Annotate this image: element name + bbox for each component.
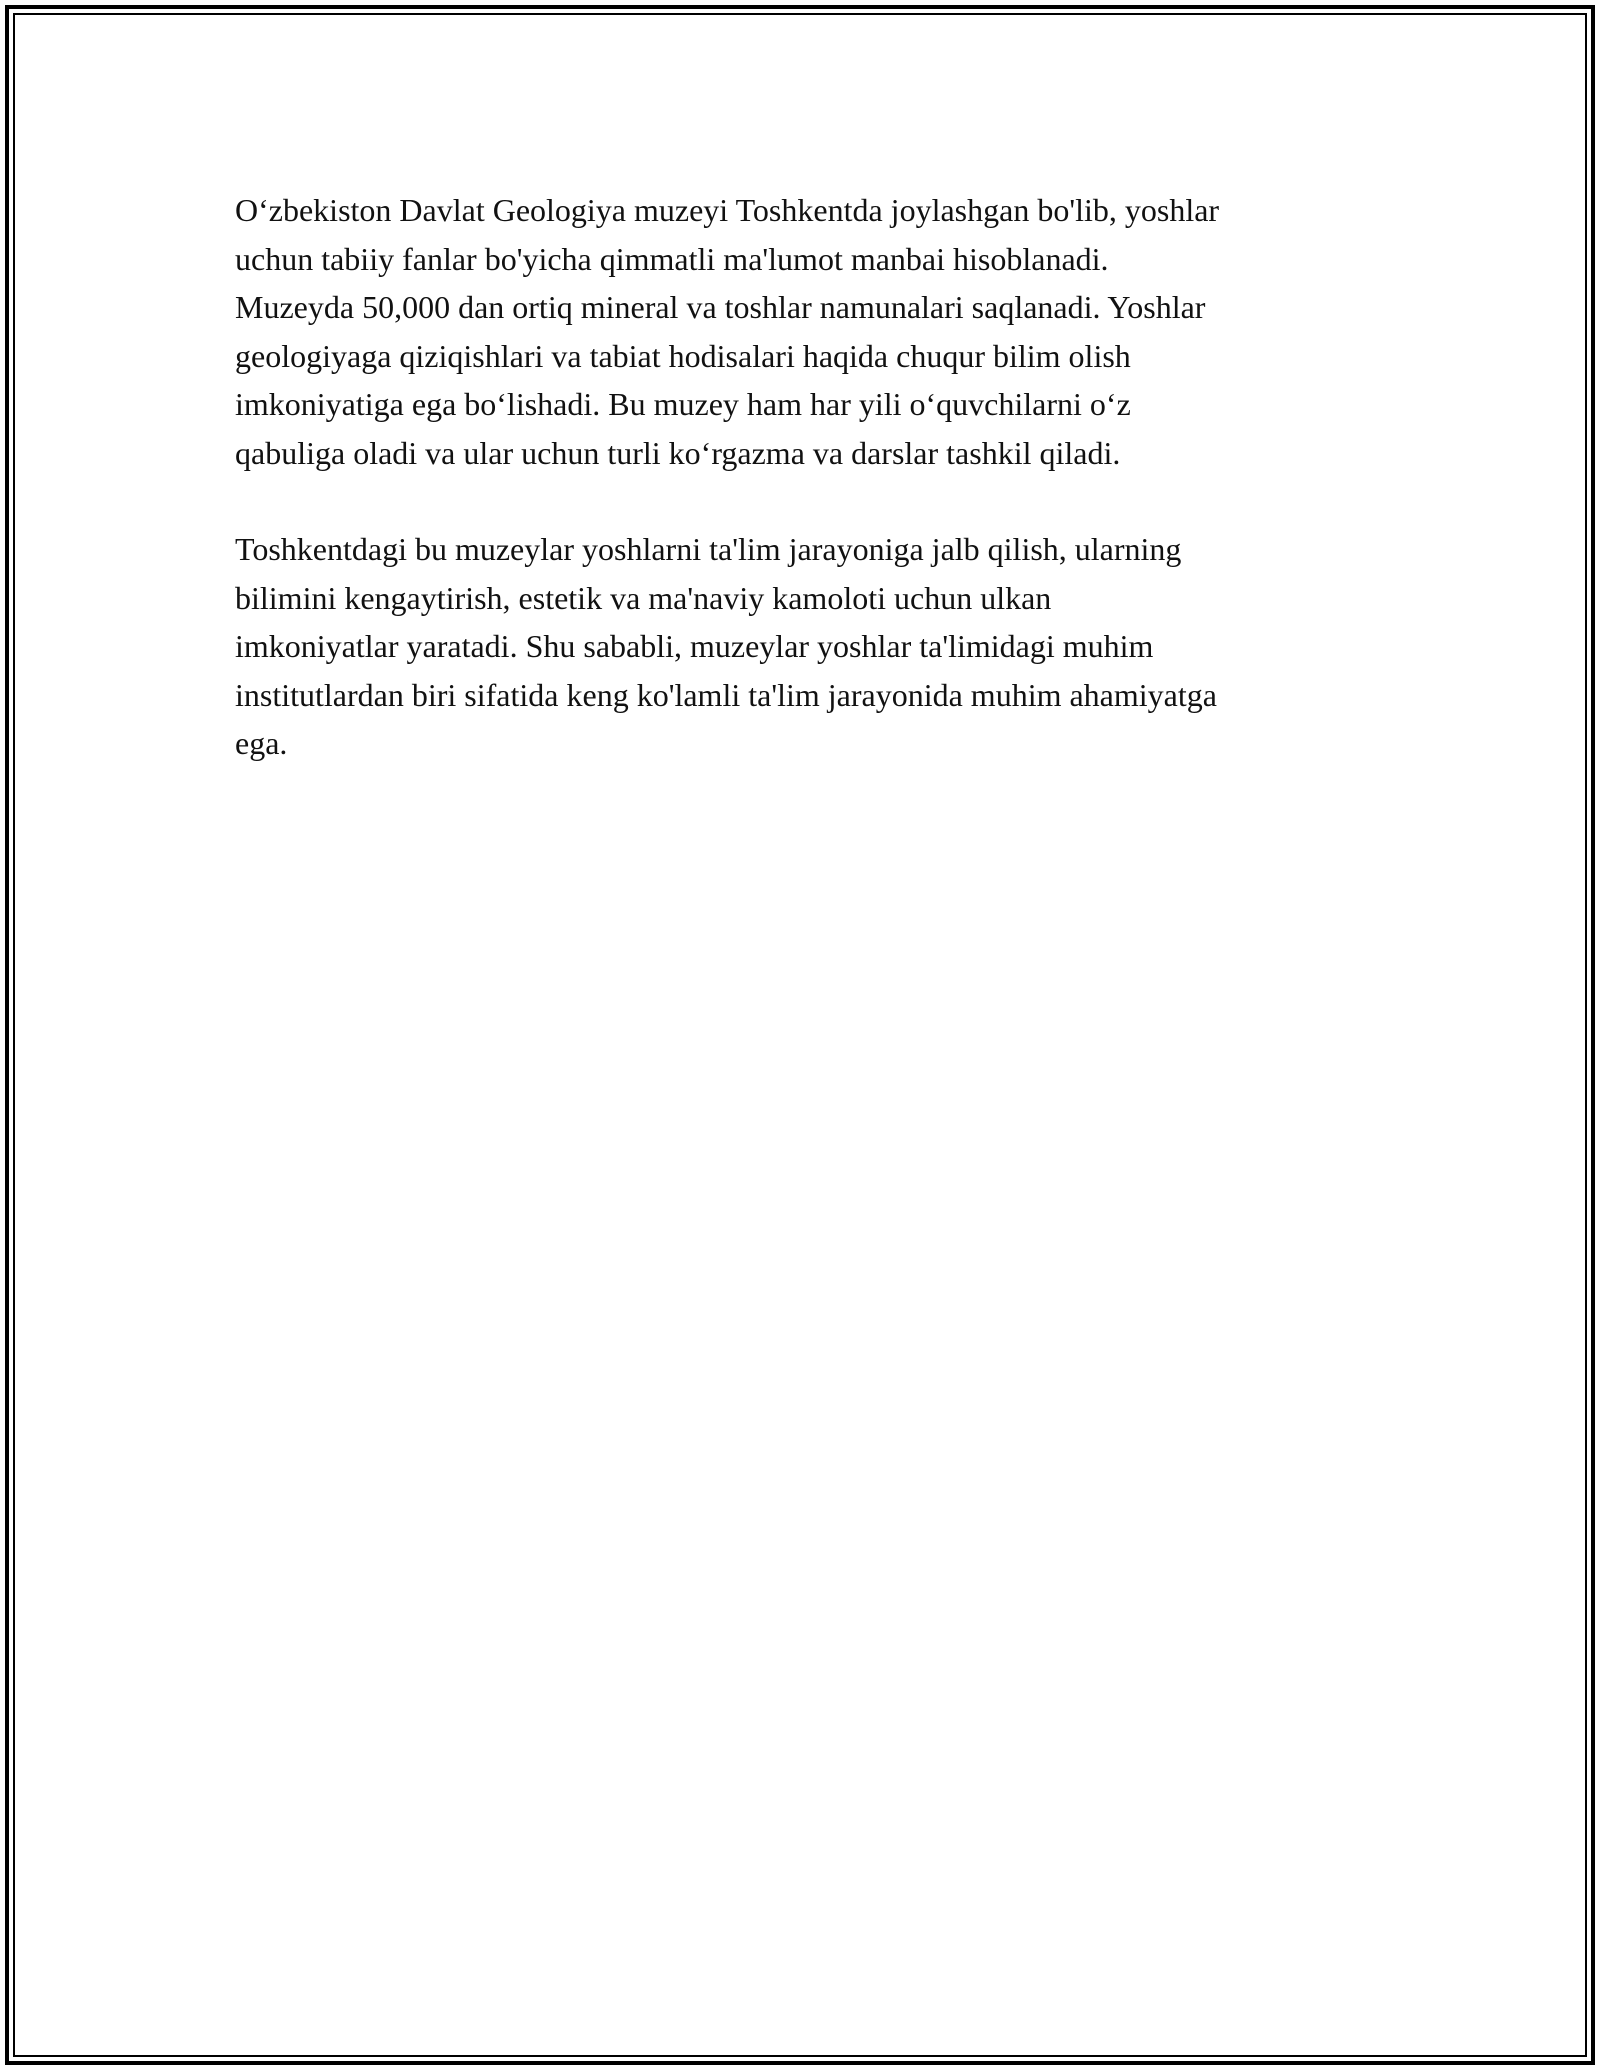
text-line: qabuliga oladi va ular uchun turli ko‘rgazma va darslar tashkil qiladi. — [235, 434, 1121, 471]
text-line: bilimini kengaytirish, estetik va ma'naviy kamoloti uchun ulkan — [235, 579, 1052, 616]
text-line: imkoniyatlar yaratadi. Shu sababli, muzeylar yoshlar ta'limidagi muhim — [235, 628, 1154, 664]
text-line: institutlardan biri sifatida keng ko'lamli ta'lim jarayonida muhim ahamiyatga — [235, 676, 1217, 713]
text-line: imkoniyatiga ega bo‘lishadi. Bu muzey ham har yili o‘quvchilarni o‘z — [235, 386, 1131, 422]
paragraph-museums-education — [235, 525, 1370, 768]
text-line: geologiyaga qiziqishlari va tabiat hodisalari haqida chuqur bilim olish — [235, 337, 1131, 374]
text-line: Toshkentdagi bu muzeylar yoshlarni ta'lim jarayoniga jalb qilish, ularning — [235, 531, 1182, 567]
text-line: uchun tabiiy fanlar bo'yicha qimmatli ma'lumot manbai hisoblanadi. — [235, 240, 1109, 277]
text-line: O‘zbekiston Davlat Geologiya muzeyi Toshkentda joylashgan bo'lib, yoshlar — [235, 192, 1220, 228]
text-line: Muzeyda 50,000 dan ortiq mineral va toshlar namunalari saqlanadi. Yoshlar — [235, 289, 1206, 325]
document-body — [235, 186, 1370, 816]
text-line: ega. — [235, 725, 288, 761]
paragraph-geology-museum — [235, 186, 1370, 477]
